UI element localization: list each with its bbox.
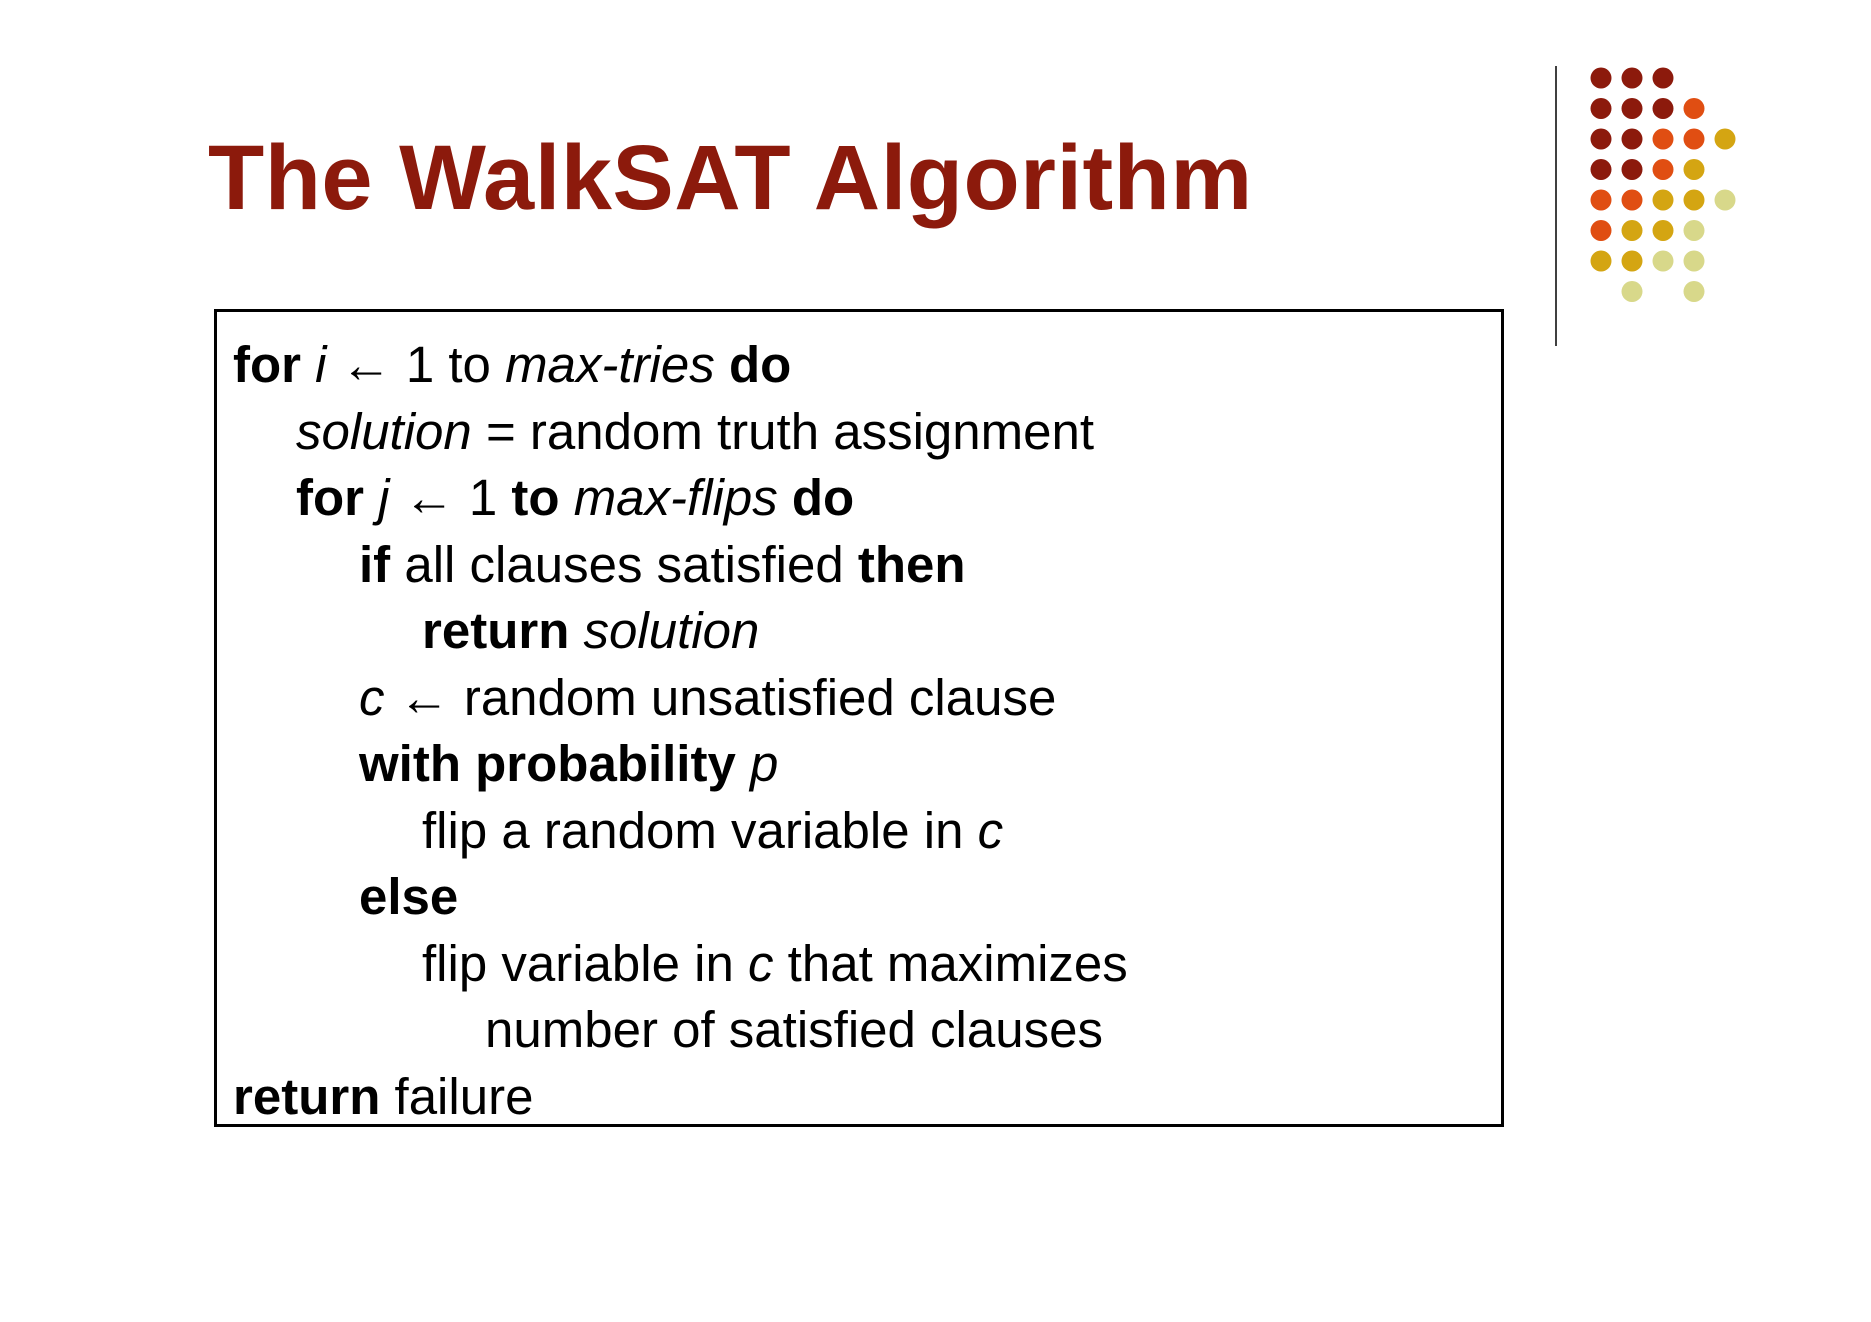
decorative-dot: [1653, 251, 1674, 272]
code-text: [569, 602, 583, 659]
keyword: return: [422, 602, 570, 659]
pseudocode-line: [233, 332, 1128, 399]
pseudocode-line: [233, 864, 1128, 931]
decorative-dot: [1653, 220, 1674, 241]
code-text: failure: [380, 1067, 534, 1125]
code-text: ← 1: [389, 469, 512, 526]
decorative-dot: [1622, 251, 1643, 272]
pseudocode-line: [233, 731, 1128, 798]
variable: c: [977, 801, 1004, 859]
code-text: [715, 336, 729, 393]
decorative-dot: [1653, 98, 1674, 119]
variable: c: [359, 668, 385, 726]
pseudocode-line: [233, 465, 1128, 532]
keyword: to: [511, 469, 560, 526]
decorative-dot: [1591, 159, 1612, 180]
pseudocode-line: [233, 665, 1128, 732]
code-text: all clauses satisfied: [390, 535, 858, 593]
decorative-dot: [1684, 159, 1705, 180]
decorative-dot: [1591, 68, 1612, 89]
decorative-dot: [1653, 68, 1674, 89]
pseudocode-line: [233, 399, 1128, 466]
title-divider: [1555, 66, 1557, 346]
code-text: flip variable in: [422, 934, 748, 992]
decorative-dot: [1715, 190, 1736, 211]
variable: solution: [296, 402, 472, 460]
code-text: [736, 735, 750, 792]
pseudocode-line: [233, 931, 1128, 998]
keyword: with probability: [359, 735, 736, 792]
pseudocode-line: [233, 1064, 1128, 1131]
decorative-dot: [1684, 220, 1705, 241]
decorative-dot: [1684, 129, 1705, 150]
keyword: if: [359, 535, 391, 593]
slide-title: The WalkSAT Algorithm: [208, 127, 1253, 229]
keyword: return: [233, 1067, 381, 1125]
code-text: flip a random variable in: [422, 801, 978, 859]
pseudocode-listing: [233, 332, 1128, 1130]
pseudocode-line: [233, 997, 1128, 1064]
code-text: [560, 469, 574, 526]
code-text: [778, 469, 792, 526]
variable: max-flips: [573, 469, 778, 526]
code-text: that maximizes: [773, 934, 1128, 992]
decorative-dot: [1684, 98, 1705, 119]
code-text: [364, 469, 378, 526]
decorative-dot: [1653, 129, 1674, 150]
decorative-dot: [1591, 251, 1612, 272]
pseudocode-line: [233, 798, 1128, 865]
decorative-dot: [1622, 159, 1643, 180]
decorative-dot: [1622, 190, 1643, 211]
keyword: for: [233, 336, 301, 393]
keyword: for: [296, 469, 364, 526]
decorative-dot: [1684, 251, 1705, 272]
pseudocode-line: [233, 532, 1128, 599]
code-text: = random truth assignment: [471, 402, 1095, 460]
decorative-dot: [1684, 190, 1705, 211]
code-text: number of satisfied clauses: [485, 1001, 1103, 1058]
variable: c: [748, 934, 774, 992]
variable: j: [378, 469, 390, 526]
variable: solution: [583, 602, 760, 659]
decorative-dot: [1591, 190, 1612, 211]
decorative-dot: [1622, 220, 1643, 241]
code-text: ← 1 to: [326, 336, 506, 393]
keyword: do: [791, 469, 855, 526]
variable: p: [750, 735, 779, 792]
decorative-dot: [1622, 98, 1643, 119]
variable: max-tries: [505, 336, 715, 393]
keyword: then: [857, 535, 966, 593]
keyword: else: [359, 868, 459, 925]
decorative-dot: [1591, 220, 1612, 241]
decorative-dot: [1622, 68, 1643, 89]
code-text: ← random unsatisfied clause: [384, 668, 1057, 726]
decorative-dot: [1591, 129, 1612, 150]
code-text: [301, 336, 315, 393]
decorative-dot: [1715, 129, 1736, 150]
keyword: do: [728, 336, 792, 393]
pseudocode-line: [233, 598, 1128, 665]
algorithm-box: [214, 309, 1504, 1127]
variable: i: [315, 336, 327, 393]
decorative-dot: [1622, 281, 1643, 302]
decorative-dot: [1591, 98, 1612, 119]
decorative-dot: [1684, 281, 1705, 302]
decorative-dot: [1622, 129, 1643, 150]
decorative-dot: [1653, 159, 1674, 180]
decorative-dot: [1653, 190, 1674, 211]
